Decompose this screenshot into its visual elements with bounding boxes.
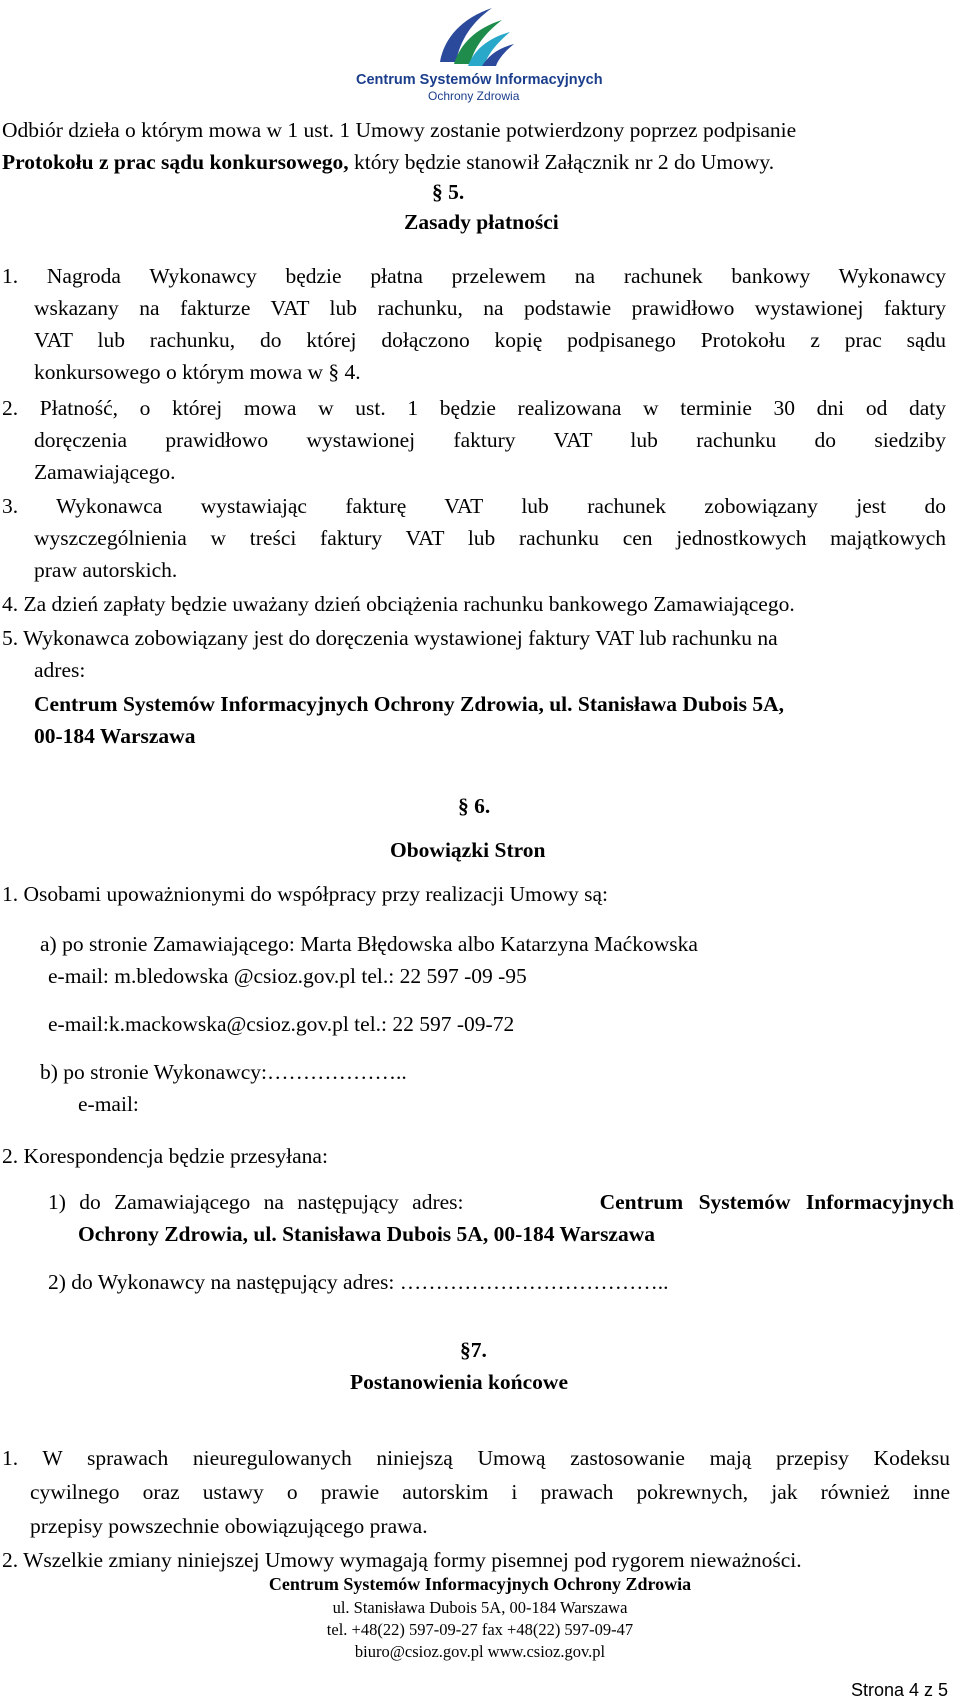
s5-p2-line3: Zamawiającego.	[34, 460, 176, 484]
s6-p1: 1. Osobami upoważnionymi do współpracy przy realizacji Umowy są:	[2, 882, 609, 906]
s5-p4: 4. Za dzień zapłaty będzie uważany dzień obciążenia rachunku bankowego Zamawiającego.	[2, 592, 795, 616]
page-number: Strona 4 z 5	[850, 1680, 948, 1700]
footer-address: ul. Stanisława Dubois 5A, 00-184 Warszawa	[332, 1598, 628, 1617]
s6-corr-1-bold: Centrum Systemów Informacyjnych	[599, 1190, 954, 1214]
s6-b-email: e-mail:	[78, 1092, 139, 1116]
s6-a-email1: e-mail: m.bledowska @csioz.gov.pl tel.: 22 597 -09 -95	[48, 964, 527, 988]
s6-a-email2: e-mail:k.mackowska@csioz.gov.pl tel.: 22 597 -09-72	[48, 1012, 515, 1036]
s6-corr-2: 2) do Wykonawcy na następujący adres: ………………………………..	[48, 1270, 669, 1294]
s5-p2-line2: doręczenia prawidłowo wystawionej faktury VAT lub rachunku do siedziby	[34, 428, 946, 452]
s7-p1-line2: cywilnego oraz ustawy o prawie autorskim i prawach pokrewnych, jak również inne	[30, 1480, 950, 1504]
s5-p3-line2: wyszczególnienia w treści faktury VAT lub rachunku cen jednostkowych majątkowych	[34, 526, 946, 550]
s7-p2: 2. Wszelkie zmiany niniejszej Umowy wymagają formy pisemnej pod rygorem nieważności.	[2, 1548, 802, 1572]
s6-corr-1-prefix: 1) do Zamawiającego na następujący adres:	[48, 1190, 464, 1214]
section6-number: § 6.	[458, 794, 491, 818]
s6-b-line1: b) po stronie Wykonawcy:………………..	[40, 1060, 407, 1084]
csioz-logo	[352, 0, 612, 104]
s5-p3-line3: praw autorskich.	[34, 558, 178, 582]
section7-title: Postanowienia końcowe	[350, 1370, 568, 1394]
s7-p1-line1: 1. W sprawach nieuregulowanych niniejszą Umową zastosowanie mają przepisy Kodeksu	[2, 1446, 950, 1470]
s5-p1-line2: wskazany na fakturze VAT lub rachunku, na podstawie prawidłowo wystawionej faktury	[34, 296, 946, 320]
intro-protocol-bold: Protokołu z prac sądu konkursowego,	[2, 150, 349, 174]
s6-p2: 2. Korespondencja będzie przesyłana:	[2, 1144, 328, 1168]
logo-text-line1: Centrum Systemów Informacyjnych	[356, 72, 603, 88]
s5-p3-line1: 3. Wykonawca wystawiając fakturę VAT lub rachunek zobowiązany jest do	[2, 494, 946, 518]
s5-p1-line3: VAT lub rachunku, do której dołączono kopię podpisanego Protokołu z prac sądu	[34, 328, 946, 352]
section5-title: Zasady płatności	[404, 210, 559, 234]
s6-corr-1-line1	[48, 1188, 954, 1216]
section7-number: §7.	[460, 1338, 487, 1362]
footer-phones: tel. +48(22) 597-09-27 fax +48(22) 597-09-47	[326, 1620, 634, 1639]
s5-p5-line1: 5. Wykonawca zobowiązany jest do doręczenia wystawionej faktury VAT lub rachunku na	[2, 626, 778, 650]
intro-line1: Odbiór dzieła o którym mowa w 1 ust. 1 Umowy zostanie potwierdzony poprzez podpisanie	[2, 118, 797, 142]
logo-text-line2: Ochrony Zdrowia	[428, 89, 520, 103]
s5-address-line1: Centrum Systemów Informacyjnych Ochrony Zdrowia, ul. Stanisława Dubois 5A,	[34, 692, 784, 716]
logo-swoosh-icon	[352, 0, 612, 75]
intro-line2	[2, 148, 774, 176]
s7-p1-line3: przepisy powszechnie obowiązującego prawa.	[30, 1514, 428, 1538]
s5-p2-line1: 2. Płatność, o której mowa w ust. 1 będzie realizowana w terminie 30 dni od daty	[2, 396, 946, 420]
s5-p1-line4: konkursowego o którym mowa w § 4.	[34, 360, 361, 384]
s5-address-line2: 00-184 Warszawa	[34, 724, 196, 748]
intro-line2-rest: który będzie stanowił Załącznik nr 2 do Umowy.	[348, 150, 775, 174]
s6-a-line1: a) po stronie Zamawiającego: Marta Błędowska albo Katarzyna Maćkowska	[40, 932, 698, 956]
footer-org: Centrum Systemów Informacyjnych Ochrony Zdrowia	[268, 1574, 692, 1594]
section6-title: Obowiązki Stron	[390, 838, 546, 862]
footer-contact: biuro@csioz.gov.pl www.csioz.gov.pl	[354, 1642, 606, 1661]
section5-number: § 5.	[432, 180, 465, 204]
s5-p5-line2: adres:	[34, 658, 86, 682]
s5-p1-line1: 1. Nagroda Wykonawcy będzie płatna przelewem na rachunek bankowy Wykonawcy	[2, 264, 946, 288]
s6-corr-1-line2: Ochrony Zdrowia, ul. Stanisława Dubois 5A, 00-184 Warszawa	[78, 1222, 656, 1246]
